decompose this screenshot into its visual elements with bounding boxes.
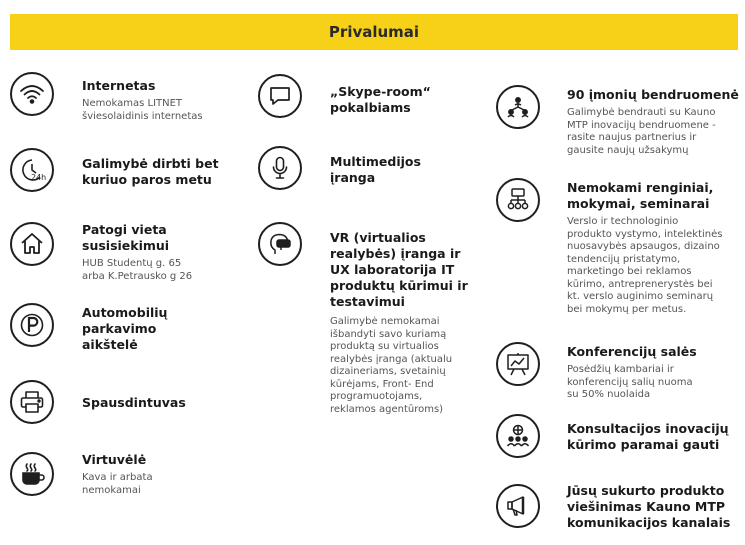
feature-description: HUB Studentų g. 65 arba K.Petrausko g 26 <box>82 258 193 282</box>
vr-headset-icon <box>258 222 302 266</box>
clock-24h-icon <box>10 148 54 192</box>
feature-title: „Skype-room“ pokalbiams <box>330 84 431 115</box>
feature-description: Galimybė nemokamai išbandyti savo kuriamą produktą su virtualios realybės įranga (aktualu dizaineriams, svetainių kūrėjams, Front- End programuotojams, reklamos agentūroms) <box>330 316 453 415</box>
feature-title: VR (virtualios realybės) įranga ir UX laboratorija IT produktų kūrimui ir testavimui <box>330 230 468 309</box>
feature-title: 90 įmonių bendruomenė <box>567 87 739 102</box>
wifi-icon <box>10 72 54 116</box>
svg-text:24h: 24h <box>31 173 46 182</box>
feature-title: Jūsų sukurto produkto viešinimas Kauno MTP komunikacijos kanalais <box>567 483 731 530</box>
feature-title: Internetas <box>82 78 156 93</box>
header-banner <box>10 14 738 50</box>
feature-title: Automobilių parkavimo aikštelė <box>82 305 168 352</box>
feature-title: Patogi vieta susisiekimui <box>82 222 170 253</box>
house-icon <box>10 222 54 266</box>
feature-description: Nemokamas LITNET šviesolaidinis internetas <box>82 98 203 122</box>
page-title: Privalumai <box>328 23 420 41</box>
presentation-board-icon <box>496 342 540 386</box>
feature-title: Nemokami renginiai, mokymai, seminarai <box>567 180 714 211</box>
coffee-cup-icon <box>10 452 54 496</box>
feature-title: Galimybė dirbti bet kuriuo paros metu <box>82 156 219 187</box>
community-network-icon <box>496 85 540 129</box>
printer-icon <box>10 380 54 424</box>
feature-description: Verslo ir technologinio produkto vystymo, intelektinės nuosavybės apsaugos, dizaino tendencijų pristatymo, marketingo bei reklamos kūrimo, antreprenerystės bei kt. verslo auginimo seminarų bei mokymų per metus. <box>567 216 723 315</box>
feature-description: Galimybė bendrauti su Kauno MTP inovacijų bendruomene - rasite naujus partnerius ir gausite naujų užsakymų <box>567 107 716 156</box>
feature-title: Multimedijos įranga <box>330 154 421 185</box>
parking-icon <box>10 303 54 347</box>
megaphone-icon <box>496 484 540 528</box>
feature-title: Spausdintuvas <box>82 395 186 410</box>
chat-bubble-icon <box>258 74 302 118</box>
consulting-group-icon <box>496 414 540 458</box>
feature-description: Kava ir arbata nemokamai <box>82 472 153 496</box>
feature-title: Virtuvėlė <box>82 452 147 467</box>
microphone-icon <box>258 146 302 190</box>
feature-title: Konferencijų salės <box>567 344 697 359</box>
training-hierarchy-icon <box>496 178 540 222</box>
feature-title: Konsultacijos inovacijų kūrimo paramai gauti <box>567 421 729 452</box>
feature-description: Posėdžių kambariai ir konferencijų salių nuoma su 50% nuolaida <box>567 364 693 400</box>
